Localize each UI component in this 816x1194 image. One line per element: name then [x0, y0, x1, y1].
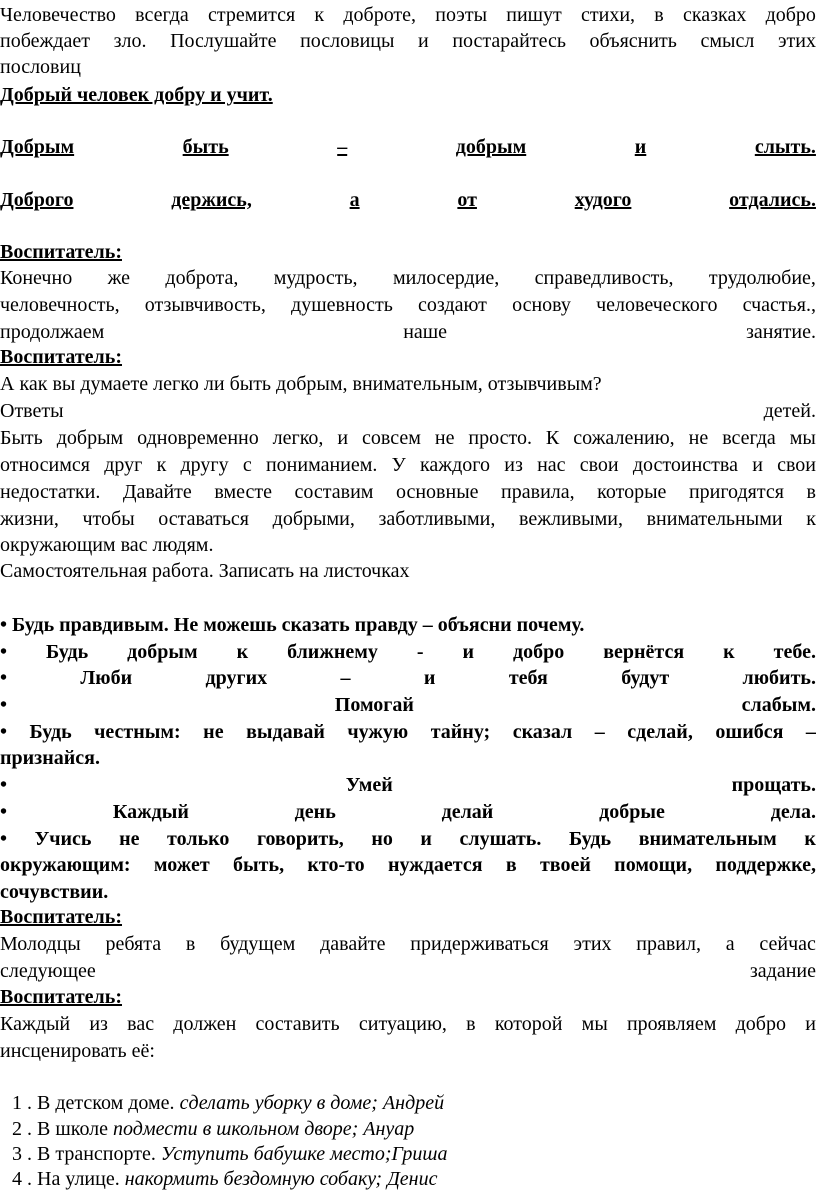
- word: не: [119, 828, 140, 850]
- word: вернётся: [603, 641, 685, 663]
- word: к: [804, 828, 816, 850]
- word: Быть: [0, 427, 43, 449]
- word: должен: [173, 1013, 237, 1035]
- word: стремится: [207, 4, 296, 26]
- word: честным:: [94, 721, 181, 743]
- word: добрым: [127, 641, 198, 663]
- rule-3: [0, 665, 816, 691]
- word: свои: [777, 454, 816, 476]
- independent-task: Самостоятельная работа. Записать на листочках: [0, 560, 410, 582]
- word: Люби: [80, 667, 133, 689]
- word: нас: [537, 454, 566, 476]
- situation-place: На улице.: [37, 1168, 120, 1190]
- word: •: [0, 801, 8, 823]
- word: ближнему: [287, 641, 378, 663]
- word: добрым: [455, 136, 527, 158]
- word: поэты: [435, 4, 488, 26]
- word: чтобы: [82, 508, 135, 530]
- word: отзывчивость,: [144, 294, 266, 316]
- rule-8-line-3: сочувствии.: [0, 881, 109, 903]
- word: в: [185, 933, 196, 955]
- word: худого: [574, 189, 632, 211]
- word: которые: [597, 481, 667, 503]
- word: Учись: [34, 828, 92, 850]
- word: внимательным: [638, 828, 777, 850]
- teacher2-line-2: [0, 452, 816, 478]
- situation-action: сделать уборку в доме; Андрей: [179, 1092, 445, 1114]
- word: и: [423, 667, 436, 689]
- word: всегда: [722, 427, 776, 449]
- word: составить: [255, 1013, 340, 1035]
- situation-number: 4 .: [12, 1168, 32, 1190]
- word: к: [806, 508, 816, 530]
- word: –: [337, 136, 348, 158]
- proverb-2: [0, 134, 816, 160]
- word: других: [205, 667, 268, 689]
- word: сожалению,: [573, 427, 675, 449]
- word: другу: [180, 454, 229, 476]
- word: нуждается: [388, 854, 483, 876]
- word: добрые: [599, 801, 665, 823]
- word: и: [805, 1013, 816, 1035]
- word: добрыми,: [272, 508, 355, 530]
- word: милосердие,: [392, 267, 500, 289]
- rule-5-line-1: [0, 719, 816, 745]
- word: доброте,: [343, 4, 417, 26]
- word: –: [805, 721, 816, 743]
- word: Будь: [29, 721, 72, 743]
- word: и: [418, 30, 429, 52]
- word: и: [634, 136, 647, 158]
- word: тайну;: [430, 721, 491, 743]
- word: в: [806, 481, 816, 503]
- word: каждого: [420, 454, 491, 476]
- word: выдавай: [246, 721, 325, 743]
- word: этих: [573, 933, 612, 955]
- word: сказал: [512, 721, 573, 743]
- word: дела.: [770, 801, 816, 823]
- word: правил,: [636, 933, 701, 955]
- word: Каждый: [112, 801, 189, 823]
- word: Помогай: [334, 694, 414, 716]
- word: к: [156, 454, 167, 476]
- word: добро: [765, 4, 816, 26]
- teacher4-line-2: инсценировать её:: [0, 1040, 155, 1062]
- word: достоинства: [632, 454, 738, 476]
- intro-line-2: [0, 28, 816, 54]
- word: создают: [418, 294, 487, 316]
- word: любить.: [742, 667, 816, 689]
- word: Человечество: [0, 4, 116, 26]
- teacher-label-3: Воспитатель:: [0, 906, 122, 928]
- word: же: [107, 267, 131, 289]
- word: быть,: [233, 854, 285, 876]
- situation-number: 1 .: [12, 1092, 32, 1114]
- word: чужую: [347, 721, 409, 743]
- word: основные: [395, 481, 479, 503]
- word: сказках: [682, 4, 747, 26]
- rule-2: [0, 639, 816, 665]
- intro-line-1: [0, 2, 816, 28]
- word: в: [654, 4, 664, 26]
- word: а: [349, 189, 360, 211]
- word: счастья.,: [742, 294, 816, 316]
- word: Доброго: [0, 189, 74, 211]
- word: детей.: [763, 400, 816, 422]
- word: трудолюбие,: [708, 267, 816, 289]
- situation-place: В детском доме.: [37, 1092, 175, 1114]
- word: вместе: [214, 481, 272, 503]
- word: и: [337, 427, 349, 449]
- proverb-3: [0, 187, 816, 213]
- word: друг: [104, 454, 143, 476]
- word: относимся: [0, 454, 90, 476]
- word: Добрым: [0, 136, 75, 158]
- word: из: [89, 1013, 108, 1035]
- word: ребята: [105, 933, 162, 955]
- word: пригодятся: [688, 481, 784, 503]
- word: легко,: [272, 427, 324, 449]
- word: из: [504, 454, 523, 476]
- word: только: [167, 828, 230, 850]
- word: душевность: [291, 294, 393, 316]
- word: а: [725, 933, 735, 955]
- situation-place: В школе: [37, 1118, 109, 1140]
- word: но: [371, 828, 393, 850]
- word: мы: [789, 427, 816, 449]
- word: делай: [441, 801, 494, 823]
- teacher1-line-3: [0, 319, 816, 345]
- word: смысл: [700, 30, 755, 52]
- word: слыть.: [754, 136, 816, 158]
- teacher2-question: А как вы думаете легко ли быть добрым, внимательным, отзывчивым?: [0, 373, 602, 395]
- teacher2-line-5: окружающим вас людям.: [0, 534, 214, 556]
- word: постарайтесь: [452, 30, 566, 52]
- word: придерживаться: [410, 933, 549, 955]
- word: пониманием.: [265, 454, 378, 476]
- word: от: [457, 189, 477, 211]
- word: прощать.: [731, 774, 816, 796]
- word: отдались.: [729, 189, 816, 211]
- word: мудрость,: [273, 267, 358, 289]
- word: занятие.: [745, 321, 816, 343]
- word: которой: [494, 1013, 563, 1035]
- word: Конечно: [0, 267, 73, 289]
- situation-place: В транспорте.: [37, 1143, 156, 1165]
- word: день: [294, 801, 336, 823]
- word: твоей: [539, 854, 591, 876]
- rule-8-line-2: [0, 852, 816, 878]
- word: тебе.: [773, 641, 816, 663]
- word: Будь: [568, 828, 612, 850]
- teacher1-line-1: [0, 265, 816, 291]
- word: быть: [182, 136, 229, 158]
- word: Каждый: [0, 1013, 71, 1035]
- word: У: [391, 454, 406, 476]
- word: продолжаем: [0, 321, 105, 343]
- word: зло.: [113, 30, 147, 52]
- teacher2-line-4: [0, 506, 816, 532]
- teacher-label-1: Воспитатель:: [0, 241, 122, 263]
- word: добро: [735, 1013, 786, 1035]
- word: пишут: [506, 4, 562, 26]
- situation-action: Уступить бабушке место;Гриша: [160, 1143, 448, 1165]
- word: Ответы: [0, 400, 64, 422]
- word: может: [153, 854, 210, 876]
- word: с: [242, 454, 252, 476]
- word: -: [416, 641, 424, 663]
- rule-4: [0, 692, 816, 718]
- word: вас: [127, 1013, 155, 1035]
- situation-item: [12, 1166, 792, 1192]
- word: и: [420, 828, 432, 850]
- word: слабым.: [741, 694, 816, 716]
- situation-item: [12, 1141, 792, 1167]
- word: совсем: [362, 427, 421, 449]
- teacher2-line-3: [0, 479, 816, 505]
- word: одновременно: [137, 427, 259, 449]
- word: жизни,: [0, 508, 59, 530]
- word: добро: [512, 641, 565, 663]
- word: побеждает: [0, 30, 90, 52]
- word: сделай,: [627, 721, 693, 743]
- teacher-label-4: Воспитатель:: [0, 986, 122, 1008]
- word: в: [505, 854, 517, 876]
- word: основу: [512, 294, 571, 316]
- word: стихи,: [581, 4, 636, 26]
- word: объяснить: [589, 30, 677, 52]
- word: –: [340, 667, 351, 689]
- word: давайте: [320, 933, 386, 955]
- word: справедливость,: [534, 267, 674, 289]
- situation-number: 3 .: [12, 1143, 32, 1165]
- word: задание: [749, 960, 816, 982]
- rule-7: [0, 799, 816, 825]
- teacher2-line-1: [0, 425, 816, 451]
- word: Послушайте: [170, 30, 277, 52]
- rule-5-line-2: признайся.: [0, 747, 100, 769]
- word: в: [466, 1013, 476, 1035]
- word: •: [0, 721, 8, 743]
- intro-line-3: пословиц: [0, 56, 81, 78]
- word: •: [0, 694, 8, 716]
- word: и: [462, 641, 474, 663]
- situation-action: накормить бездомную собаку; Денис: [124, 1168, 438, 1190]
- word: К: [545, 427, 560, 449]
- word: Молодцы: [0, 933, 81, 955]
- word: не: [434, 427, 455, 449]
- word: следующее: [0, 960, 96, 982]
- word: к: [236, 641, 249, 663]
- word: мы: [581, 1013, 608, 1035]
- word: проявляем: [626, 1013, 717, 1035]
- word: будущем: [220, 933, 296, 955]
- word: говорить,: [256, 828, 344, 850]
- word: держись,: [171, 189, 252, 211]
- word: свои: [579, 454, 619, 476]
- word: сейчас: [759, 933, 816, 955]
- teacher4-line-1: [0, 1011, 816, 1037]
- word: недостатки.: [0, 481, 101, 503]
- word: и: [752, 454, 763, 476]
- word: –: [594, 721, 605, 743]
- rule-1: • Будь правдивым. Не можешь сказать правду – объясни почему.: [0, 614, 585, 636]
- situation-number: 2 .: [12, 1118, 32, 1140]
- word: окружающим:: [0, 854, 131, 876]
- situation-action: подмести в школьном дворе; Ануар: [113, 1118, 415, 1140]
- word: •: [0, 641, 8, 663]
- word: вежливыми,: [519, 508, 623, 530]
- word: этих: [777, 30, 816, 52]
- word: оставаться: [158, 508, 250, 530]
- word: тебя: [508, 667, 548, 689]
- word: всегда: [135, 4, 189, 26]
- word: поддержке,: [715, 854, 816, 876]
- teacher-label-2: Воспитатель:: [0, 346, 122, 368]
- teacher3-line-2: [0, 958, 816, 984]
- word: правила,: [501, 481, 575, 503]
- word: пословицы: [300, 30, 395, 52]
- word: не: [688, 427, 709, 449]
- word: ситуацию,: [358, 1013, 447, 1035]
- word: •: [0, 774, 8, 796]
- word: наше: [403, 321, 448, 343]
- teacher1-line-2: [0, 292, 816, 318]
- word: Умей: [345, 774, 393, 796]
- word: составим: [294, 481, 374, 503]
- word: помощи,: [614, 854, 693, 876]
- word: не: [203, 721, 224, 743]
- word: слушать.: [459, 828, 542, 850]
- situation-item: [12, 1116, 792, 1142]
- proverb-1: Добрый человек добру и учит.: [0, 84, 273, 106]
- word: человечность,: [0, 294, 120, 316]
- word: кто-то: [307, 854, 365, 876]
- word: •: [0, 667, 8, 689]
- rule-6: [0, 772, 816, 798]
- word: ошибся: [715, 721, 784, 743]
- word: доброта,: [165, 267, 239, 289]
- word: заботливыми,: [378, 508, 496, 530]
- rule-8-line-1: [0, 826, 816, 852]
- word: к: [723, 641, 735, 663]
- word: добрым: [56, 427, 124, 449]
- word: Будь: [45, 641, 89, 663]
- word: Давайте: [122, 481, 192, 503]
- word: внимательными: [646, 508, 783, 530]
- teacher3-line-1: [0, 931, 816, 957]
- word: будут: [621, 667, 670, 689]
- word: просто.: [468, 427, 532, 449]
- word: к: [314, 4, 325, 26]
- children-answers: [0, 398, 816, 424]
- word: человеческого: [596, 294, 718, 316]
- situation-item: [12, 1090, 792, 1116]
- word: •: [0, 828, 8, 850]
